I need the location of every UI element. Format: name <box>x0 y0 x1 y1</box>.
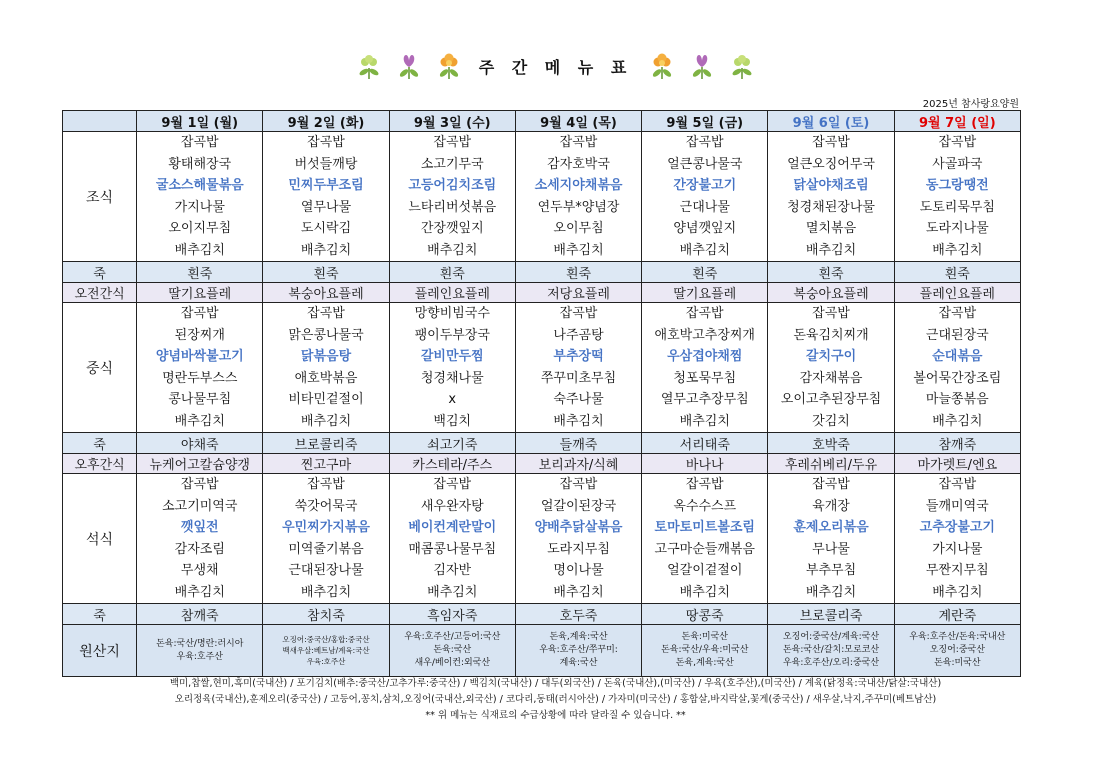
menu-item: 오이고추된장무침 <box>780 392 882 407</box>
menu-item: 나주곰탕 <box>553 327 604 343</box>
lunch-cell <box>263 303 389 433</box>
lunch-juk-cell: 들깨죽 <box>515 433 641 454</box>
day-header: 9월 4일 (목) <box>515 111 641 132</box>
origin-line: 계육:국산 <box>559 658 598 668</box>
menu-item: 연두부*양념장 <box>537 199 620 215</box>
corner-cell <box>63 111 137 132</box>
menu-item: 배추김치 <box>427 242 478 258</box>
menu-item: 새우완자탕 <box>420 498 484 514</box>
row-label-juk: 죽 <box>63 433 137 454</box>
origin-line: 우육:호주산/쭈꾸미: <box>539 645 618 655</box>
menu-item: 들깨미역국 <box>925 498 989 514</box>
breakfast-juk-cell: 흰죽 <box>263 262 389 283</box>
menu-item: 망향비빔국수 <box>414 306 490 321</box>
origin-line: 돈육:국산/갈치:모로코산 <box>782 645 880 655</box>
menu-item: 오이무침 <box>553 221 604 236</box>
main-dish: 토마토미트볼조림 <box>654 520 755 535</box>
dinner-juk-cell: 계란죽 <box>894 604 1020 625</box>
menu-item: 잡곡밥 <box>180 477 219 492</box>
main-dish: 훈제오리볶음 <box>793 520 869 535</box>
main-dish: 닭살야채조림 <box>793 178 869 193</box>
lunch-cell <box>894 303 1020 433</box>
menu-item: 고구마순들깨볶음 <box>654 541 755 557</box>
dinner-juk-cell: 참치죽 <box>263 604 389 625</box>
breakfast-juk-cell: 흰죽 <box>389 262 515 283</box>
menu-item: 버섯들깨탕 <box>294 156 358 172</box>
menu-item: 잡곡밥 <box>433 477 472 492</box>
menu-item: 팽이두부장국 <box>414 327 490 343</box>
flower-icon <box>649 53 675 79</box>
origin-line: 돈육:국산 <box>433 645 472 655</box>
menu-item: 도토리묵무침 <box>919 199 995 215</box>
menu-item: 육개장 <box>812 498 850 514</box>
dinner-cell <box>263 474 389 604</box>
origin-line: 백새우살:베트남/계육:국산 <box>282 646 370 655</box>
origin-line: 새우/베이컨:외국산 <box>414 658 491 668</box>
menu-item: 가지나물 <box>932 541 983 557</box>
menu-item: 무나물 <box>812 541 850 557</box>
menu-item: 얼갈이겉절이 <box>667 563 743 578</box>
menu-item: 잡곡밥 <box>307 477 345 492</box>
menu-item: 배추김치 <box>805 584 857 600</box>
menu-item: 명이나물 <box>553 563 604 578</box>
breakfast-juk-cell: 흰죽 <box>894 262 1020 283</box>
menu-item: 숙주나물 <box>553 392 604 407</box>
menu-item: 잡곡밥 <box>559 477 598 492</box>
menu-item: 매콤콩나물무침 <box>408 541 497 557</box>
menu-item: 황태해장국 <box>168 156 232 172</box>
dinner-cell <box>894 474 1020 604</box>
menu-item: 미역줄기볶음 <box>288 541 364 557</box>
menu-item: 잡곡밥 <box>307 135 345 150</box>
menu-item: 잡곡밥 <box>938 477 977 492</box>
menu-item: 잡곡밥 <box>433 135 472 150</box>
breakfast-juk-row <box>63 262 1021 283</box>
menu-item: 쭈꾸미초무침 <box>540 370 617 386</box>
menu-item: 배추김치 <box>174 413 225 429</box>
morning-snack-cell: 플레인요플레 <box>389 283 515 303</box>
origin-line: 우육:호주산 <box>306 657 346 666</box>
dinner-cell <box>768 474 894 604</box>
menu-item: 백김치 <box>433 413 472 429</box>
dinner-juk-cell: 흑임자죽 <box>389 604 515 625</box>
day-header-sunday: 9월 7일 (일) <box>894 111 1020 132</box>
morning-snack-cell: 딸기요플레 <box>642 283 768 303</box>
main-dish: 우삼겹야채찜 <box>667 349 743 364</box>
menu-item: 볼어묵간장조림 <box>913 370 1002 386</box>
menu-item: 간장깻잎지 <box>420 221 484 236</box>
lunch-juk-cell: 야채죽 <box>137 433 263 454</box>
origin-line: 우육:호주산/고등어:국산 <box>404 632 501 642</box>
breakfast-row <box>63 132 1021 262</box>
row-label-lunch: 중식 <box>63 303 137 433</box>
menu-item: 배추김치 <box>553 413 604 429</box>
breakfast-juk-cell: 흰죽 <box>642 262 768 283</box>
menu-item: 잡곡밥 <box>559 135 598 150</box>
origin-cell <box>263 625 389 677</box>
dinner-row <box>63 474 1021 604</box>
flower-icon <box>729 53 755 79</box>
morning-snack-cell: 딸기요플레 <box>137 283 263 303</box>
afternoon-snack-cell: 바나나 <box>642 454 768 474</box>
main-dish: 소세지야채볶음 <box>534 178 623 193</box>
day-header: 9월 2일 (화) <box>263 111 389 132</box>
main-dish: 고추장불고기 <box>919 520 995 535</box>
menu-item: 배추김치 <box>300 584 352 600</box>
menu-item: 얼큰오징어무국 <box>787 156 875 172</box>
row-label-dinner: 석식 <box>63 474 137 604</box>
origin-line: 돈육:미국산 <box>681 632 729 642</box>
menu-item: 근대된장나물 <box>288 563 364 578</box>
menu-item: 잡곡밥 <box>559 306 598 321</box>
menu-item: 오이지무침 <box>168 221 232 236</box>
flower-icon <box>689 53 715 79</box>
main-dish: 깻잎전 <box>180 520 219 535</box>
menu-item: 감자조림 <box>174 541 225 557</box>
lunch-juk-cell: 호박죽 <box>768 433 894 454</box>
flower-icon <box>396 53 422 79</box>
menu-item: 잡곡밥 <box>685 135 724 150</box>
origin-line: 돈육,계육:국산 <box>549 632 608 642</box>
lunch-juk-cell: 쇠고기죽 <box>389 433 515 454</box>
lunch-cell <box>768 303 894 433</box>
footer-line: ** 위 메뉴는 식재료의 수급상황에 따라 달라질 수 있습니다. ** <box>425 710 686 721</box>
breakfast-cell <box>389 132 515 262</box>
menu-item: 잡곡밥 <box>307 306 345 321</box>
menu-item: 배추김치 <box>679 584 730 600</box>
lunch-juk-cell: 브로콜리죽 <box>263 433 389 454</box>
main-dish: 닭볶음탕 <box>300 349 352 364</box>
menu-item: 도라지나물 <box>925 221 989 236</box>
afternoon-snack-cell: 후레쉬베리/두유 <box>768 454 894 474</box>
main-dish: 갈비만두찜 <box>420 349 484 364</box>
breakfast-cell <box>263 132 389 262</box>
menu-item: 쑥갓어묵국 <box>294 498 358 514</box>
dinner-juk-cell: 참깨죽 <box>137 604 263 625</box>
morning-snack-cell: 복숭아요플레 <box>263 283 389 303</box>
flower-icon <box>356 53 382 79</box>
lunch-row <box>63 303 1021 433</box>
origin-line: 돈육:미국산 <box>934 658 981 668</box>
main-dish: 갈치구이 <box>805 349 857 364</box>
menu-item: 도라지무침 <box>547 541 610 557</box>
menu-item: 배추김치 <box>553 242 604 258</box>
menu-item: 얼갈이된장국 <box>540 498 617 514</box>
menu-table <box>62 110 1021 677</box>
day-header: 9월 1일 (월) <box>137 111 263 132</box>
origin-line: 돈육:국산/우육:미국산 <box>661 645 749 655</box>
morning-snack-cell: 플레인요플레 <box>894 283 1020 303</box>
row-label-afternoon-snack: 오후간식 <box>63 454 137 474</box>
origin-line: 돈육:국산/명란:러시아 <box>156 638 244 649</box>
row-label-breakfast: 조식 <box>63 132 137 262</box>
menu-item: 배추김치 <box>932 413 983 429</box>
organization-label: 2025년 참사랑요양원 <box>922 99 1019 110</box>
menu-item: 비타민겉절이 <box>288 392 364 407</box>
flower-icon <box>436 53 462 79</box>
origin-line: 돈육,계육:국산 <box>675 658 734 668</box>
origin-cell <box>389 625 515 677</box>
menu-item: 배추김치 <box>932 242 983 258</box>
dinner-juk-cell: 땅콩죽 <box>642 604 768 625</box>
breakfast-cell <box>137 132 263 262</box>
menu-item: 청경채된장나물 <box>787 199 875 215</box>
menu-item: 소고기미역국 <box>162 498 238 514</box>
morning-snack-cell: 저당요플레 <box>515 283 641 303</box>
breakfast-cell <box>894 132 1020 262</box>
menu-item: 잡곡밥 <box>938 135 977 150</box>
lunch-cell <box>137 303 263 433</box>
lunch-juk-row <box>63 433 1021 454</box>
footer-notes <box>0 676 1111 724</box>
breakfast-juk-cell: 흰죽 <box>137 262 263 283</box>
menu-item: 배추김치 <box>805 242 857 258</box>
menu-item: 배추김치 <box>300 413 352 429</box>
breakfast-cell <box>768 132 894 262</box>
menu-item: 배추김치 <box>932 584 983 600</box>
afternoon-snack-cell: 카스테라/주스 <box>389 454 515 474</box>
lunch-cell <box>515 303 641 433</box>
menu-item: 마늘쫑볶음 <box>925 392 989 407</box>
row-label-juk: 죽 <box>63 604 137 625</box>
day-header: 9월 5일 (금) <box>642 111 768 132</box>
afternoon-snack-cell: 뉴케어고칼슘양갱 <box>137 454 263 474</box>
menu-item: 배추김치 <box>174 584 225 600</box>
menu-item: 소고기무국 <box>420 156 484 172</box>
row-label-morning-snack: 오전간식 <box>63 283 137 303</box>
dinner-juk-cell: 호두죽 <box>515 604 641 625</box>
menu-item: 명란두부스스 <box>162 370 238 386</box>
footer-line: 오리정육(국내산),훈제오리(중국산) / 고등어,꽁치,삼치,오징어(국내산,외국산) / 코다리,동태(러시아산) / 가자미(미국산) / 홍합살,바지락살,꽃게(중국산) / 새우살,낙지,주꾸미(베트남산) <box>174 694 937 705</box>
main-dish: 동그랑땡전 <box>925 178 989 193</box>
menu-item: 청경채나물 <box>420 370 484 386</box>
dinner-juk-row <box>63 604 1021 625</box>
main-dish: 양배추닭살볶음 <box>534 520 623 535</box>
page-title: 주 간 메 뉴 표 <box>478 57 633 77</box>
menu-item: 배추김치 <box>553 584 604 600</box>
menu-item: 갓김치 <box>812 413 850 429</box>
menu-item: 잡곡밥 <box>938 306 977 321</box>
origin-line: 오징어:중국산/홍합:중국산 <box>282 635 370 644</box>
menu-item: 배추김치 <box>679 413 730 429</box>
origin-line: 우육:호주산/돈육:국내산 <box>909 632 1006 642</box>
main-dish: 굴소스해물볶음 <box>155 178 244 193</box>
row-label-juk: 죽 <box>63 262 137 283</box>
dinner-cell <box>642 474 768 604</box>
title-area <box>0 48 1111 84</box>
menu-item: 양념깻잎지 <box>673 221 737 236</box>
menu-item: 느타리버섯볶음 <box>408 199 497 215</box>
menu-item: 배추김치 <box>427 584 478 600</box>
origin-cell <box>642 625 768 677</box>
menu-item: 감자호박국 <box>547 156 610 172</box>
menu-item: 배추김치 <box>300 242 352 258</box>
main-dish: 간장불고기 <box>673 178 737 193</box>
footer-line: 백미,찹쌀,현미,흑미(국내산) / 포기김치(배추:중국산/고추가루:중국산) / 백김치(국내산) / 대두(외국산) / 돈육(국내산),(미국산) / 우육(호주산),(미국산) / 계육(닭정육:국내산/닭살:국내산) <box>169 678 942 689</box>
menu-item: 배추김치 <box>679 242 730 258</box>
dinner-cell <box>515 474 641 604</box>
menu-item: 잡곡밥 <box>812 135 850 150</box>
main-dish: 베이컨계란말이 <box>408 520 497 535</box>
menu-item: 옥수수스프 <box>673 498 737 514</box>
menu-item: 돈육김치찌개 <box>793 327 869 343</box>
menu-item: 청포묵무침 <box>673 370 737 386</box>
menu-item: 감자채볶음 <box>799 370 863 386</box>
menu-item: 콩나물무침 <box>168 392 232 407</box>
afternoon-snack-cell: 보리과자/식혜 <box>515 454 641 474</box>
main-dish: 우민찌가지볶음 <box>282 520 370 535</box>
menu-item: 무짠지무침 <box>925 563 989 578</box>
origin-cell <box>515 625 641 677</box>
menu-item: 잡곡밥 <box>812 306 850 321</box>
origin-row <box>63 625 1021 677</box>
menu-item: 근대나물 <box>679 199 730 215</box>
lunch-cell <box>389 303 515 433</box>
day-header-saturday: 9월 6일 (토) <box>768 111 894 132</box>
menu-item: 애호박고추장찌개 <box>654 327 755 343</box>
lunch-juk-cell: 서리태죽 <box>642 433 768 454</box>
lunch-cell <box>642 303 768 433</box>
menu-item: 사골파국 <box>932 156 983 172</box>
menu-item: 열무나물 <box>300 199 352 215</box>
breakfast-juk-cell: 흰죽 <box>515 262 641 283</box>
menu-item: 된장찌개 <box>174 327 225 343</box>
menu-item: 배추김치 <box>174 242 225 258</box>
menu-item: 잡곡밥 <box>180 135 219 150</box>
dinner-cell <box>389 474 515 604</box>
origin-cell <box>137 625 263 677</box>
day-header: 9월 3일 (수) <box>389 111 515 132</box>
menu-item: 맑은콩나물국 <box>288 327 364 343</box>
main-dish: 부추장떡 <box>553 349 604 364</box>
lunch-juk-cell: 참깨죽 <box>894 433 1020 454</box>
menu-item: 열무고추장무침 <box>660 392 749 407</box>
dinner-cell <box>137 474 263 604</box>
breakfast-cell <box>642 132 768 262</box>
main-dish: 고등어김치조림 <box>408 178 497 193</box>
menu-item: 멸치볶음 <box>805 221 857 236</box>
origin-line: 우육:호주산/오리:중국산 <box>782 658 880 668</box>
afternoon-snack-row <box>63 454 1021 474</box>
menu-item: 가지나물 <box>174 199 225 215</box>
dinner-juk-cell: 브로콜리죽 <box>768 604 894 625</box>
afternoon-snack-cell: 찐고구마 <box>263 454 389 474</box>
menu-item: 애호박볶음 <box>294 370 358 386</box>
menu-item: 얼큰콩나물국 <box>667 156 743 172</box>
menu-item: 도시락김 <box>300 221 352 236</box>
afternoon-snack-cell: 마가렛트/엔요 <box>894 454 1020 474</box>
menu-item: 근대된장국 <box>925 327 989 343</box>
origin-line: 오징어:중국산 <box>929 645 985 655</box>
day-header-row <box>63 111 1021 132</box>
menu-item: 무생채 <box>180 563 219 578</box>
origin-line: 오징어:중국산/계육:국산 <box>782 632 880 642</box>
menu-item: 부추무침 <box>805 563 857 578</box>
morning-snack-cell: 복숭아요플레 <box>768 283 894 303</box>
main-dish: 민찌두부조림 <box>288 178 364 193</box>
breakfast-cell <box>515 132 641 262</box>
origin-line: 우육:호주산 <box>176 651 224 662</box>
menu-item: 잡곡밥 <box>685 477 724 492</box>
morning-snack-row <box>63 283 1021 303</box>
menu-item: 잡곡밥 <box>685 306 724 321</box>
menu-item: 잡곡밥 <box>180 306 219 321</box>
menu-item: x <box>448 392 457 407</box>
row-label-origin: 원산지 <box>63 625 137 677</box>
menu-item: 잡곡밥 <box>812 477 850 492</box>
main-dish: 순대볶음 <box>932 349 983 364</box>
main-dish: 양념바싹불고기 <box>155 349 244 364</box>
origin-cell <box>894 625 1020 677</box>
origin-cell <box>768 625 894 677</box>
menu-item: 김자반 <box>433 563 472 578</box>
breakfast-juk-cell: 흰죽 <box>768 262 894 283</box>
